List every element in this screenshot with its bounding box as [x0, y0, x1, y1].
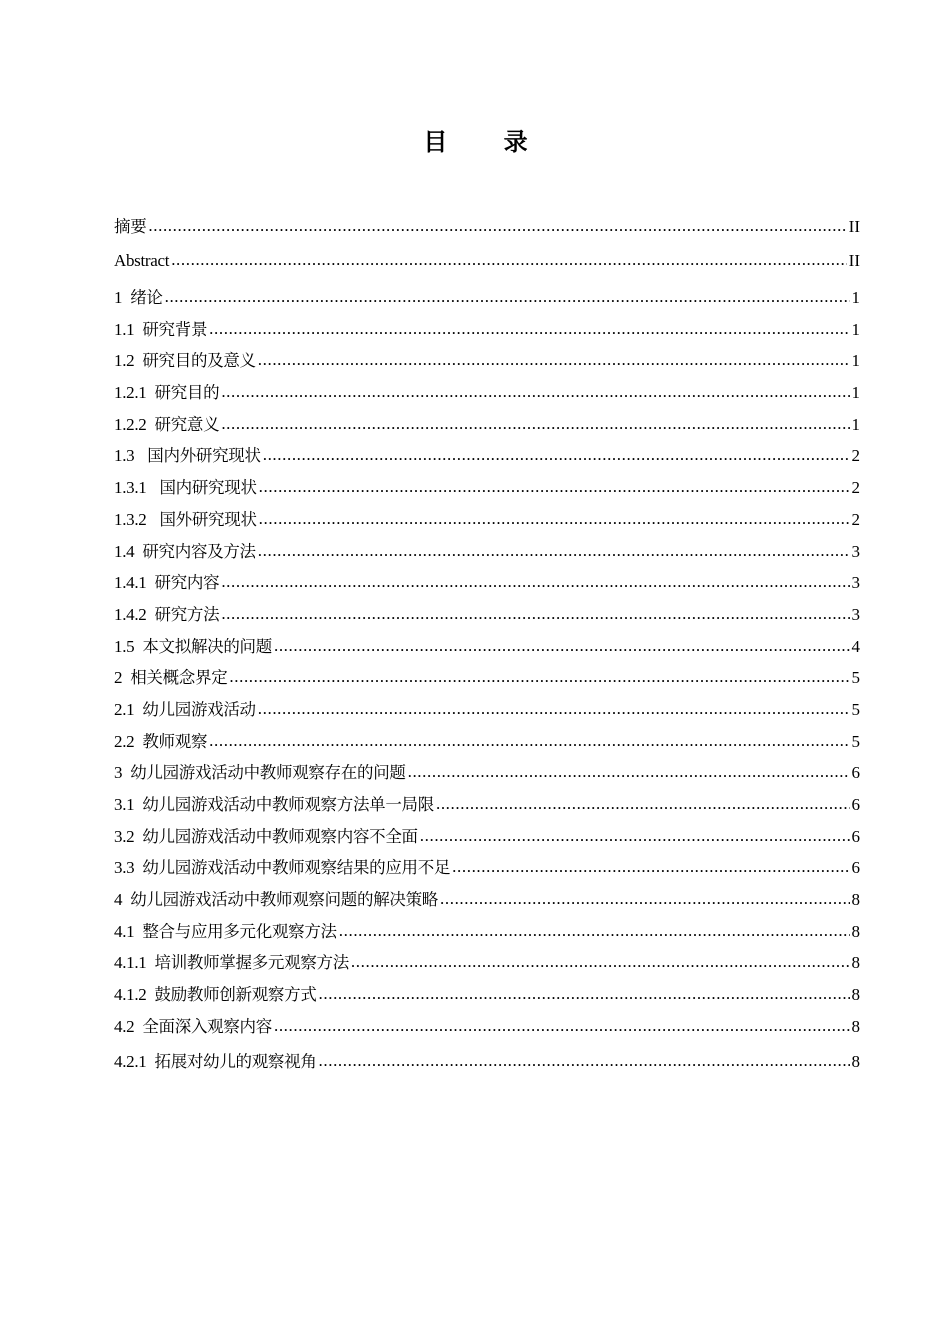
toc-entry-number: 1.4	[114, 541, 135, 561]
toc-entry[interactable]	[114, 759, 860, 791]
toc-entry-number: 4	[114, 890, 123, 910]
toc-entry-page: 5	[851, 731, 860, 751]
toc-entry-text: 全面深入观察内容	[142, 1016, 272, 1036]
toc-entry-label	[114, 316, 207, 340]
toc-entry-number: 3	[114, 763, 123, 783]
toc-leader-dots	[258, 699, 850, 719]
toc-entry-label	[114, 981, 317, 1005]
toc-entry-page: 8	[851, 1051, 860, 1071]
toc-leader-dots	[408, 762, 850, 782]
toc-entry-label	[114, 918, 337, 942]
toc-entry-text: 本文拟解决的问题	[142, 636, 272, 656]
toc-entry[interactable]	[114, 347, 860, 379]
toc-entry[interactable]	[114, 728, 860, 760]
toc-leader-dots	[274, 636, 850, 656]
toc-entry-label	[114, 1013, 272, 1037]
toc-entry-text: 摘要	[114, 217, 147, 236]
toc-entry-page: II	[848, 251, 860, 270]
toc-entry-page: 8	[851, 985, 860, 1005]
toc-entry-label	[114, 1048, 317, 1072]
toc-entry-text: 幼儿园游戏活动中教师观察方法单一局限	[142, 795, 434, 814]
toc-entry[interactable]	[114, 949, 860, 981]
toc-entry-label	[114, 506, 257, 530]
toc-entry-number: 1.2.2	[114, 414, 147, 434]
toc-entry-page: 5	[851, 668, 860, 688]
toc-entry-text: 研究方法	[154, 604, 220, 624]
toc-title: 目 录	[423, 128, 552, 156]
toc-entry-number: 4.1.2	[114, 985, 147, 1005]
toc-leader-dots	[440, 889, 849, 909]
toc-entry[interactable]	[114, 1013, 860, 1045]
toc-entry[interactable]	[114, 442, 860, 474]
toc-entry[interactable]	[114, 538, 860, 570]
toc-entry-number: 1.1	[114, 319, 135, 339]
toc-entry-number: 1.3	[114, 446, 135, 466]
toc-entry-text: 研究目的	[154, 383, 220, 403]
toc-entry-page: 3	[851, 604, 860, 624]
toc-entry[interactable]	[114, 506, 860, 538]
toc-entry[interactable]	[114, 1048, 860, 1080]
toc-entry-label	[114, 284, 163, 308]
toc-entry-label	[114, 886, 438, 910]
toc-entry[interactable]	[114, 696, 860, 728]
toc-entry-page: 6	[851, 795, 860, 814]
toc-entry-number: 4.2	[114, 1016, 135, 1036]
toc-entry-label	[114, 442, 261, 466]
toc-entry-label	[114, 759, 406, 783]
toc-entry-label	[114, 949, 349, 973]
toc-leader-dots	[339, 921, 850, 941]
toc-entry-page: II	[848, 217, 860, 236]
toc-entry[interactable]	[114, 284, 860, 316]
toc-entry-text: 研究内容	[154, 573, 220, 593]
toc-entry-number: 2.2	[114, 731, 135, 751]
toc-leader-dots	[221, 414, 849, 434]
toc-entry[interactable]	[114, 379, 860, 411]
toc-leader-dots	[319, 1051, 850, 1071]
toc-list	[114, 213, 860, 1079]
toc-entry-text: 国外研究现状	[154, 509, 257, 529]
toc-entry-page: 1	[851, 351, 860, 371]
toc-entry[interactable]	[114, 474, 860, 506]
toc-entry-number: 4.2.1	[114, 1051, 147, 1071]
toc-entry-number: 1.3.2	[114, 509, 147, 529]
toc-leader-dots	[171, 250, 846, 270]
toc-entry[interactable]	[114, 213, 860, 251]
toc-entry-page: 8	[851, 890, 860, 910]
toc-leader-dots	[258, 350, 850, 370]
toc-leader-dots	[436, 794, 850, 814]
toc-entry[interactable]	[114, 981, 860, 1013]
toc-entry-text: 幼儿园游戏活动中教师观察存在的问题	[130, 763, 406, 783]
toc-entry-text: 研究内容及方法	[142, 541, 256, 561]
toc-entry-number: 1	[114, 288, 123, 307]
toc-entry[interactable]	[114, 316, 860, 348]
toc-entry-page: 1	[851, 383, 860, 403]
toc-leader-dots	[221, 382, 849, 402]
toc-entry-number: 1.2.1	[114, 383, 147, 403]
toc-entry-label	[114, 601, 219, 625]
toc-entry-page: 1	[851, 414, 860, 434]
toc-entry-number: 1.2	[114, 351, 135, 371]
toc-entry-text: 研究意义	[154, 414, 220, 434]
toc-entry-page: 6	[851, 763, 860, 783]
toc-entry-page: 8	[851, 953, 860, 973]
toc-entry-label	[114, 251, 169, 271]
toc-entry-page: 1	[851, 319, 860, 339]
toc-entry-page: 8	[851, 1016, 860, 1036]
toc-entry-label	[114, 569, 219, 593]
toc-leader-dots	[274, 1016, 850, 1036]
toc-entry-text: 国内研究现状	[154, 478, 257, 498]
toc-entry-page: 4	[851, 636, 860, 656]
toc-entry-page: 6	[851, 826, 860, 846]
toc-entry[interactable]	[114, 791, 860, 823]
toc-entry-page: 1	[851, 288, 860, 307]
toc-entry[interactable]	[114, 918, 860, 950]
toc-entry[interactable]	[114, 251, 860, 284]
toc-entry-number: 4.1	[114, 921, 135, 941]
toc-entry-number: 4.1.1	[114, 953, 147, 973]
toc-entry-text: 幼儿园游戏活动中教师观察内容不全面	[142, 826, 418, 846]
toc-leader-dots	[452, 857, 849, 877]
toc-entry-page: 5	[851, 699, 860, 719]
toc-entry-text: 研究目的及意义	[142, 351, 256, 371]
toc-entry-page: 2	[851, 446, 860, 466]
toc-entry[interactable]	[114, 411, 860, 443]
toc-entry-text: 整合与应用多元化观察方法	[142, 921, 337, 941]
toc-entry[interactable]	[114, 823, 860, 855]
toc-entry-number: 1.4.1	[114, 573, 147, 593]
toc-entry-page: 3	[851, 541, 860, 561]
toc-leader-dots	[420, 826, 850, 846]
toc-leader-dots	[209, 731, 849, 751]
toc-entry-text: 绪论	[130, 288, 163, 307]
toc-entry-number: 3.3	[114, 858, 135, 878]
toc-entry[interactable]	[114, 633, 860, 665]
toc-entry-number: 1.4.2	[114, 604, 147, 624]
toc-entry-label	[114, 379, 219, 403]
toc-entry-number: 2	[114, 668, 123, 688]
toc-entry-label	[114, 538, 256, 562]
toc-entry-label	[114, 823, 418, 847]
toc-entry-text: 幼儿园游戏活动中教师观察问题的解决策略	[130, 890, 439, 910]
toc-entry-text: Abstract	[114, 251, 170, 270]
toc-entry[interactable]	[114, 601, 860, 633]
toc-leader-dots	[263, 445, 850, 465]
toc-entry-number: 3.2	[114, 826, 135, 846]
toc-leader-dots	[351, 952, 850, 972]
toc-entry-label	[114, 696, 256, 720]
toc-entry-text: 教师观察	[142, 731, 208, 751]
toc-entry-number: 2.1	[114, 699, 135, 719]
toc-entry-text: 国内外研究现状	[142, 446, 261, 466]
toc-entry-text: 相关概念界定	[130, 668, 228, 688]
toc-entry-text: 鼓励教师创新观察方式	[154, 985, 317, 1005]
toc-leader-dots	[165, 287, 850, 307]
toc-entry-text: 培训教师掌握多元观察方法	[154, 953, 349, 973]
toc-leader-dots	[258, 541, 850, 561]
toc-leader-dots	[259, 477, 850, 497]
toc-leader-dots	[209, 319, 849, 339]
toc-entry-page: 6	[851, 858, 860, 878]
toc-entry-number: 1.5	[114, 636, 135, 656]
toc-entry-label	[114, 474, 257, 498]
toc-leader-dots	[319, 984, 850, 1004]
toc-entry-text: 幼儿园游戏活动中教师观察结果的应用不足	[142, 858, 451, 878]
toc-leader-dots	[221, 604, 849, 624]
toc-entry[interactable]	[114, 886, 860, 918]
toc-entry-label	[114, 411, 219, 435]
toc-entry-label	[114, 854, 450, 878]
toc-entry-label	[114, 633, 272, 657]
toc-entry-text: 幼儿园游戏活动	[142, 699, 256, 719]
toc-entry-page: 3	[851, 573, 860, 593]
toc-entry-text: 拓展对幼儿的观察视角	[154, 1051, 317, 1071]
toc-entry-label	[114, 791, 434, 815]
toc-leader-dots	[229, 667, 849, 687]
toc-entry-label	[114, 664, 227, 688]
toc-entry-text: 研究背景	[142, 319, 208, 339]
toc-entry-page: 2	[851, 478, 860, 498]
toc-leader-dots	[259, 509, 850, 529]
toc-entry-page: 8	[851, 921, 860, 941]
toc-entry[interactable]	[114, 569, 860, 601]
toc-leader-dots	[221, 572, 849, 592]
toc-entry[interactable]	[114, 664, 860, 696]
toc-entry-label	[114, 213, 146, 237]
toc-entry-number: 1.3.1	[114, 478, 147, 498]
toc-entry-number: 3.1	[114, 795, 135, 814]
toc-entry-page: 2	[851, 509, 860, 529]
toc-leader-dots	[148, 216, 846, 236]
toc-entry[interactable]	[114, 854, 860, 886]
toc-entry-label	[114, 347, 256, 371]
toc-entry-label	[114, 728, 207, 752]
